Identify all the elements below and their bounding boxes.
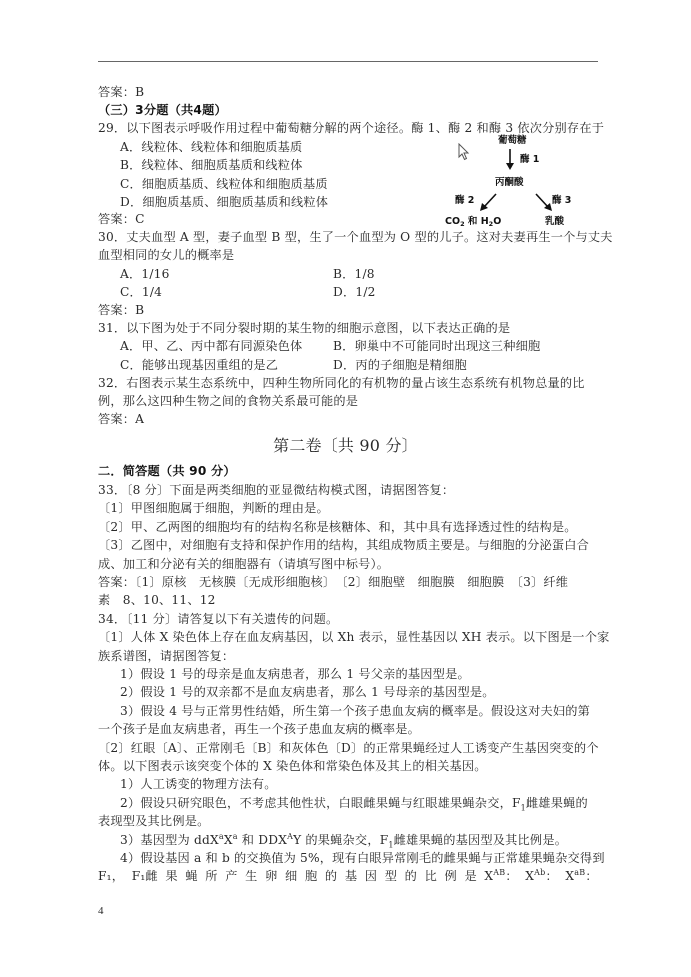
q34-1-sub-2: 2）假设 1 号的双亲都不是血友病患者，那么 1 号母亲的基因型是。	[120, 685, 495, 699]
q34-2-sub-4-cont	[98, 868, 598, 884]
q32-answer: 答案：A	[98, 412, 145, 426]
q31-option-b: B．卵巢中不可能同时出现这三种细胞	[333, 339, 541, 353]
q34-1-sub-3-cont: 一个孩子是血友病患者，再生一个孩子患血友病的概率是。	[98, 722, 421, 736]
q30-option-d: D．1/2	[333, 285, 376, 299]
q34-part-1-cont: 族系谱图，请据图答复：	[98, 649, 235, 663]
question-33: 33．〔8 分〕下面是两类细胞的亚显微结构模式图，请据图答复：	[98, 483, 455, 497]
justified-word: 的	[404, 869, 418, 883]
q29-option-b: B．线粒体、细胞质基质和线粒体	[120, 158, 303, 172]
diagram-enzyme2: 酶 2	[455, 195, 475, 206]
q34-1-sub-1: 1）假设 1 号的母亲是血友病患者，那么 1 号父亲的基因型是。	[120, 667, 470, 681]
diagram-enzyme1: 酶 1	[520, 154, 540, 165]
question-32: 32．右图表示某生态系统中，四种生物所同化的有机物的量占该生态系统有机物总量的比	[98, 376, 585, 390]
section-heading-short-answer: 二．简答题（共 90 分）	[98, 464, 236, 478]
question-30: 30．丈夫血型 A 型，妻子血型 B 型，生了一个血型为 O 型的儿子。这对夫妻再生一个与丈夫	[98, 230, 613, 244]
q34-2-sub-2: 2）假设只研究眼色，不考虑其他性状，白眼雌果蝇与红眼雄果蝇杂交，$F_1$雌雄果蝇的	[120, 796, 588, 813]
justified-word: 比	[424, 869, 437, 883]
justified-word: 细	[285, 869, 298, 883]
justified-word: 是	[464, 869, 477, 883]
justified-word: 产	[225, 869, 238, 883]
justified-word: 生	[245, 869, 258, 883]
question-34: 34．〔11 分〕请答复以下有关遗传的问题。	[98, 612, 339, 626]
diagram-co2-h2o: $CO_2$ 和 $H_2O$	[445, 216, 502, 228]
justified-word: 因	[364, 869, 378, 883]
q33-part-3: 〔3〕乙图中，对细胞有支持和保护作用的结构，其组成物质主要是。与细胞的分泌蛋白合	[98, 538, 590, 552]
q34-part-2-cont: 体。以下图表示该突变个体的 X 染色体和常染色体及其上的相关基因。	[98, 759, 487, 773]
q30-answer: 答案：B	[98, 303, 145, 317]
q34-2-sub-1: 1）人工诱变的物理方法有。	[120, 777, 277, 791]
question-29: 29．以下图表示呼吸作用过程中葡萄糖分解的两个途径。酶 1、酶 2 和酶 3 依次分别存在于	[98, 121, 605, 135]
mouse-cursor-icon	[458, 143, 472, 161]
justified-word: 卵	[265, 869, 278, 883]
q30-option-c: C．1/4	[120, 285, 163, 299]
arrow-down-left-icon	[480, 194, 496, 211]
q31-option-a: A．甲、乙、丙中都有同源染色体	[120, 339, 303, 353]
justified-word: 胞	[304, 869, 318, 883]
header-rule	[98, 61, 598, 62]
q34-2-sub-4: 4）假设基因 a 和 b 的交换值为 5%，现有白眼异常刚毛的雌果蝇与正常雄果蝇杂交得到	[120, 851, 605, 865]
arrow-down-right-icon	[536, 194, 552, 211]
justified-word: $X^{aB}$：	[565, 867, 598, 883]
justified-word: 的	[324, 869, 338, 883]
q33-answer: 答案：〔1〕原核 无核膜〔无成形细胞核〕 〔2〕细胞壁 细胞膜 细胞膜 〔3〕纤维	[98, 575, 569, 589]
section-heading-3pt: （三）3分题（共4题）	[98, 103, 227, 117]
justified-word: F₁雌	[131, 869, 158, 883]
diagram-pyruvate: 丙酮酸	[495, 177, 524, 188]
q34-1-sub-3: 3）假设 4 号与正常男性结婚，所生第一个孩子患血友病的概率是。假设这对夫妇的第	[120, 704, 591, 718]
diagram-enzyme3: 酶 3	[552, 195, 572, 206]
question-30-cont: 血型相同的女儿的概率是	[98, 248, 235, 262]
arrow-down-icon	[506, 149, 514, 170]
q34-part-1: 〔1〕人体 X 染色体上存在血友病基因，以 Xh 表示，显性基因以 XH 表示。以下图是一个家	[98, 630, 610, 644]
q30-option-a: A．1/16	[120, 267, 170, 281]
justified-word: 所	[205, 869, 218, 883]
q29-answer: 答案：C	[98, 212, 145, 226]
volume-2-title: 第二卷〔共 90 分〕	[273, 436, 418, 455]
justified-word: 例	[444, 869, 457, 883]
q33-part-1: 〔1〕甲图细胞属于细胞，判断的理由是。	[98, 501, 329, 515]
q34-2-sub-3: 3）基因型为 $ddX^aX^a$ 和 $DDX^AY$ 的果蝇杂交，$F_1$雌雄果蝇的基因型及其比例是。	[120, 831, 568, 850]
q33-part-2: 〔2〕甲、乙两图的细胞均有的结构名称是核糖体、和，其中具有选择透过性的结构是。	[98, 520, 577, 534]
justified-word: 型	[384, 869, 398, 883]
diagram-glucose: 葡萄糖	[498, 135, 527, 146]
question-31: 31．以下图为处于不同分裂时期的某生物的细胞示意图，以下表达正确的是	[98, 321, 511, 335]
justified-word: 果	[165, 869, 178, 883]
q29-option-a: A．线粒体、线粒体和细胞质基质	[120, 140, 303, 154]
q31-option-d: D．丙的子细胞是精细胞	[333, 358, 467, 372]
page-number: 4	[98, 905, 104, 917]
q29-option-d: D．细胞质基质、细胞质基质和线粒体	[120, 195, 329, 209]
q31-option-c: C．能够出现基因重组的是乙	[120, 358, 279, 372]
answer-prev: 答案：B	[98, 85, 145, 99]
justified-word: $X^{AB}$：	[484, 867, 518, 883]
justified-word: $X^{Ab}$：	[525, 867, 558, 883]
diagram-lactic-acid: 乳酸	[545, 216, 565, 227]
question-32-cont: 例，那么这四种生物之间的食物关系最可能的是	[98, 394, 359, 408]
q33-part-3-cont: 成、加工和分泌有关的细胞器有（请填写图中标号）。	[98, 557, 390, 571]
q34-part-2: 〔2〕红眼〔A〕、正常刚毛〔B〕和灰体色〔D〕的正常果蝇经过人工诱变产生基因突变的个	[98, 741, 599, 755]
q34-2-sub-2-cont: 表现型及其比例是。	[98, 814, 210, 828]
justified-word: 蝇	[185, 869, 198, 883]
justified-word: 基	[344, 869, 358, 883]
justified-word: F₁，	[98, 869, 125, 883]
q30-option-b: B．1/8	[333, 267, 375, 281]
q33-answer-cont: 素 8、10、11、12	[98, 593, 216, 607]
q29-option-c: C．细胞质基质、线粒体和细胞质基质	[120, 177, 328, 191]
